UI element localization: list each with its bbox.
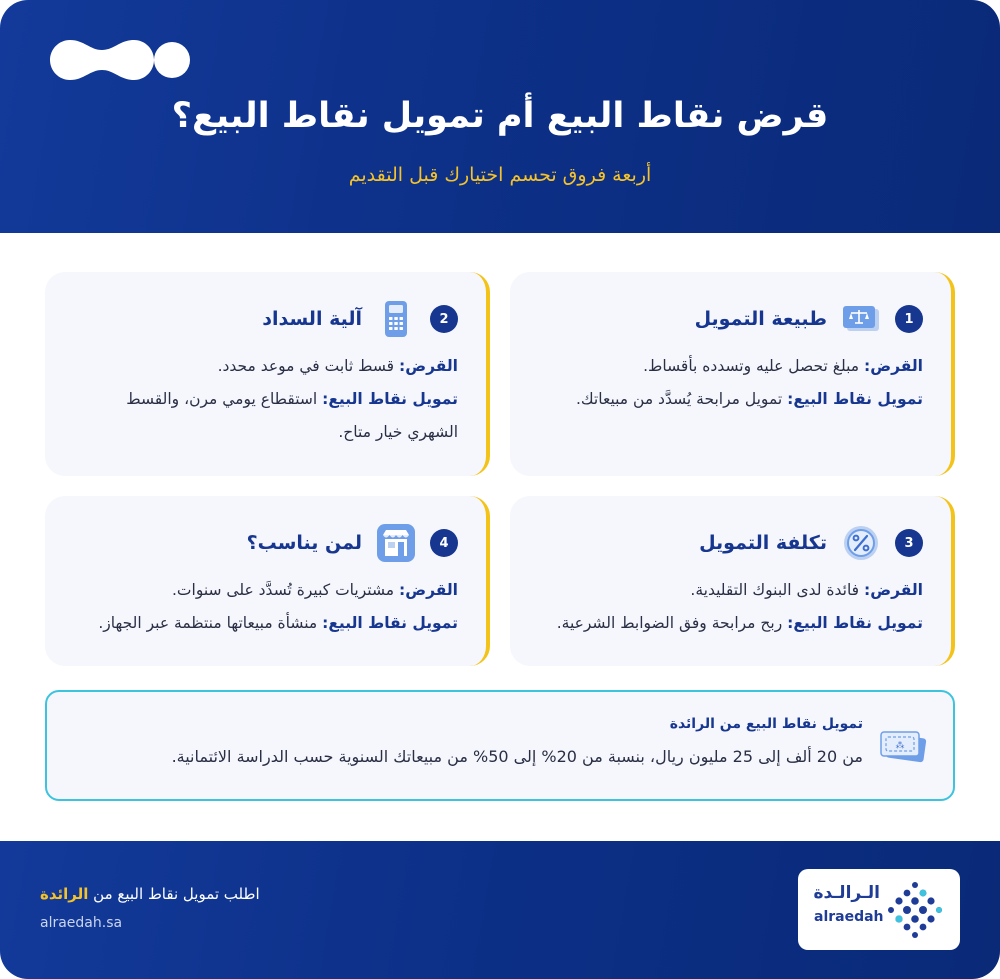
- svg-text:⁂: ⁂: [895, 741, 905, 751]
- pos-label: تمويل نقاط البيع:: [322, 390, 458, 408]
- offer-text: من 20 ألف إلى 25 مليون ريال، بنسبة من 20% إلى 50% من مبيعاتك السنوية حسب الدراسة الائتمانية.: [171, 747, 863, 766]
- footer-banner: [0, 841, 1000, 979]
- loan-text: مشتريات كبيرة تُسدَّد على سنوات.: [172, 581, 400, 599]
- footer-url-link[interactable]: alraedah.sa: [40, 915, 123, 931]
- pos-line: [71, 383, 458, 449]
- footer-cta-text: اطلب تمويل نقاط البيع من: [88, 885, 260, 903]
- loan-text: فائدة لدى البنوك التقليدية.: [690, 581, 865, 599]
- logo-latin-text: alraedah: [814, 909, 884, 925]
- pos-line: [536, 383, 923, 416]
- pos-line: [536, 607, 923, 640]
- balance-scale-icon: [841, 299, 881, 339]
- loan-line: [71, 350, 458, 383]
- loan-text: قسط ثابت في موعد محدد.: [217, 357, 400, 375]
- card-title: طبيعة التمويل: [694, 308, 827, 330]
- footer-cta-brand: الرائدة: [40, 885, 89, 903]
- pos-label: تمويل نقاط البيع:: [787, 390, 923, 408]
- page-subtitle: أربعة فروق تحسم اختيارك قبل التقديم: [348, 164, 652, 186]
- card-title: لمن يناسب؟: [246, 532, 362, 554]
- pos-terminal-icon: [376, 299, 416, 339]
- logo-arabic-text: الـرالـدة: [813, 883, 880, 903]
- loan-label: القرض:: [864, 357, 923, 375]
- loan-line: [71, 574, 458, 607]
- pos-text: تمويل مرابحة يُسدَّد من مبيعاتك.: [575, 390, 788, 408]
- pos-text: استقطاع يومي مرن، والقسط الشهري خيار متاح.: [126, 390, 458, 441]
- footer-cta[interactable]: [40, 885, 260, 903]
- alraedah-logo: [798, 869, 960, 950]
- percent-icon: [841, 523, 881, 563]
- alraedah-offer-box: [45, 690, 955, 801]
- card-number: 2: [430, 305, 458, 333]
- store-icon: [376, 523, 416, 563]
- loan-label: القرض:: [864, 581, 923, 599]
- loan-label: القرض:: [399, 357, 458, 375]
- card-number: 1: [895, 305, 923, 333]
- header-banner: [0, 0, 1000, 233]
- pos-label: تمويل نقاط البيع:: [322, 614, 458, 632]
- card-number: 4: [430, 529, 458, 557]
- card-financing-nature: [510, 272, 955, 476]
- offer-title: تمويل نقاط البيع من الرائدة: [669, 716, 863, 732]
- brand-dots-icon: [50, 40, 192, 80]
- pos-text: ربح مرابحة وفق الضوابط الشرعية.: [556, 614, 788, 632]
- loan-line: [536, 350, 923, 383]
- card-repayment-mechanism: [45, 272, 490, 476]
- page-title: قرض نقاط البيع أم تمويل نقاط البيع؟: [171, 96, 829, 136]
- card-financing-cost: [510, 496, 955, 666]
- card-number: 3: [895, 529, 923, 557]
- money-card-icon: [877, 726, 927, 766]
- card-title: تكلفة التمويل: [699, 532, 827, 554]
- pos-label: تمويل نقاط البيع:: [787, 614, 923, 632]
- alraedah-logo-mark-icon: [884, 879, 946, 941]
- pos-line: [71, 607, 458, 640]
- loan-line: [536, 574, 923, 607]
- loan-label: القرض:: [399, 581, 458, 599]
- pos-text: منشأة مبيعاتها منتظمة عبر الجهاز.: [98, 614, 323, 632]
- card-title: آلية السداد: [262, 308, 362, 330]
- loan-text: مبلغ تحصل عليه وتسدده بأقساط.: [643, 357, 865, 375]
- card-who-fits: [45, 496, 490, 666]
